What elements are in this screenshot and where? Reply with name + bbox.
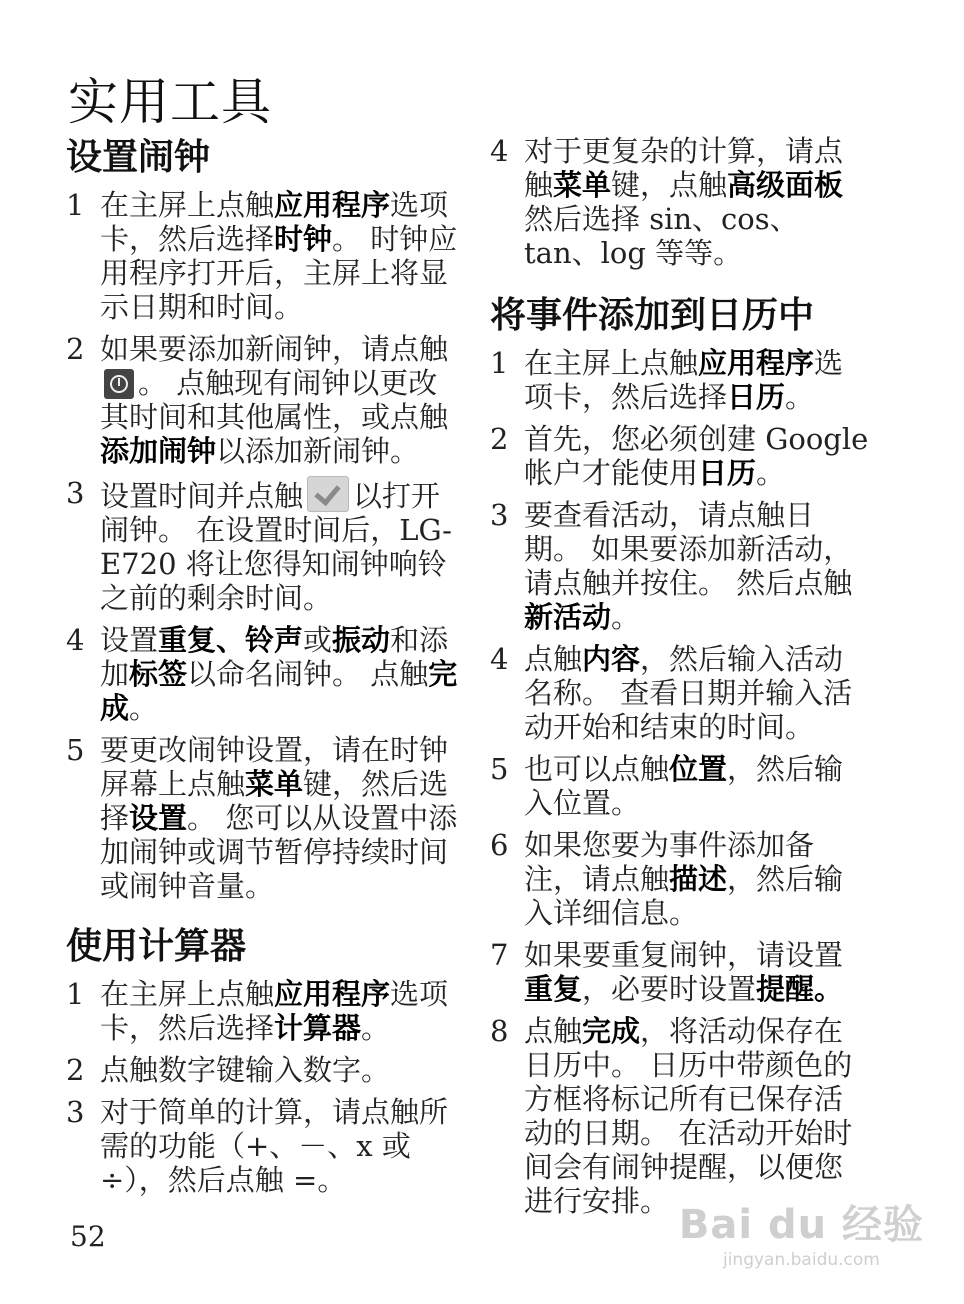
calculator-steps: [66, 977, 466, 1197]
list-item: 4 点触内容，然后输入活动名称。 查看日期并输入活动开始和结束的时间。: [490, 642, 853, 744]
right-column: [490, 134, 870, 1226]
list-item: 3 要查看活动，请点触日期。 如果要添加新活动，请点触并按住。 然后点触新活动。: [490, 498, 853, 634]
section-title-alarm: 设置闹钟: [66, 137, 211, 178]
list-item: 5 要更改闹钟设置，请在时钟屏幕上点触菜单键，然后选择设置。 您可以从设置中添加闹钟或调节暂停持续时间或闹钟音量。: [66, 733, 458, 903]
list-item: 8 点触完成，将活动保存在日历中。 日历中带颜色的方框将标记所有已保存活动的日期。 在活动开始时间会有闹钟提醒，以便您进行安排。: [490, 1014, 853, 1218]
list-item: 6 如果您要为事件添加备注，请点触描述，然后输入详细信息。: [490, 828, 844, 930]
watermark-logo: Bai du 经验 jingyan.baidu.com: [678, 1202, 924, 1270]
page-title: 实用工具: [68, 73, 272, 131]
checkmark-icon[interactable]: [307, 476, 349, 512]
list-item: 2 如果要添加新闹钟，请点触。 点触现有闹钟以更改其时间和其他属性，或点触添加闹钟以添加新闹钟。: [66, 332, 449, 468]
calculator-steps-continued: [490, 134, 870, 270]
section-title-calculator: 使用计算器: [66, 926, 247, 967]
page-number: 52: [70, 1220, 106, 1253]
list-item: 2 点触数字键输入数字。: [66, 1053, 391, 1087]
list-item: 2 首先，您必须创建 Google 帐户才能使用日历。: [490, 422, 869, 490]
section-title-calendar: 将事件添加到日历中: [490, 295, 815, 336]
list-item: 3 设置时间并点触 以打开闹钟。 在设置时间后，LG-E720 将让您得知闹钟响铃之前的剩余时间。: [66, 476, 452, 615]
new-alarm-icon[interactable]: [104, 369, 134, 399]
list-item: 1 在主屏上点触应用程序选项卡，然后选择日历。: [490, 346, 844, 414]
alarm-steps: [66, 188, 466, 903]
left-column: [66, 134, 466, 1205]
list-item: 1 在主屏上点触应用程序选项卡，然后选择时钟。 时钟应用程序打开后，主屏上将显示日期和时间。: [66, 188, 458, 324]
list-item: 7 如果要重复闹钟，请设置重复，必要时设置提醒。: [490, 938, 844, 1006]
list-item: 1 在主屏上点触应用程序选项卡，然后选择计算器。: [66, 977, 449, 1045]
list-item: 4 对于更复杂的计算，请点触菜单键，点触高级面板然后选择 sin、cos、tan、log 等等。: [490, 134, 844, 270]
list-item: 4 设置重复、铃声或振动和添加标签以命名闹钟。 点触完成。: [66, 623, 458, 725]
list-item: 5 也可以点触位置，然后输入位置。: [490, 752, 844, 820]
calendar-steps: [490, 346, 870, 1218]
list-item: 3 对于简单的计算，请点触所需的功能（+、－、x 或 ÷），然后点触 =。: [66, 1095, 449, 1197]
